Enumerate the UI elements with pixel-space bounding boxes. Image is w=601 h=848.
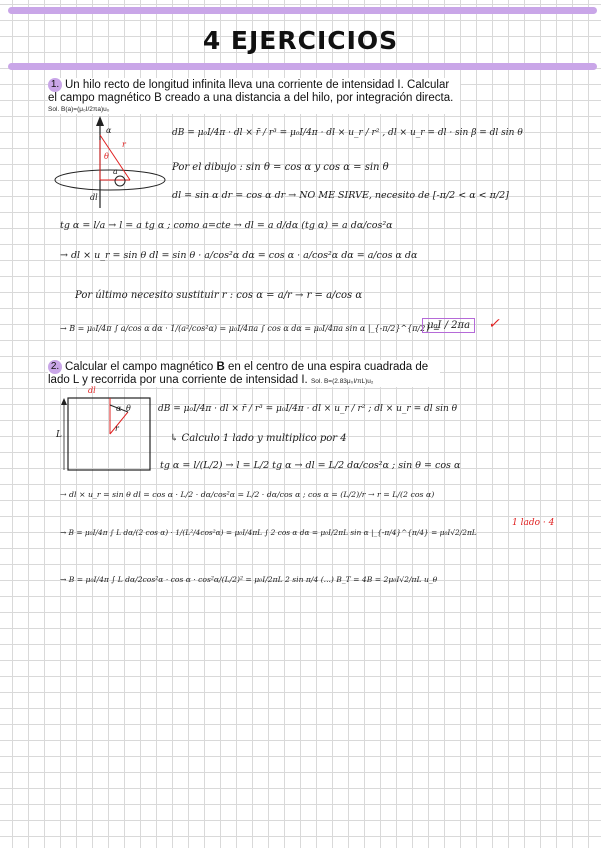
ex2-line-1: dB = μ₀I/4π · dl × r̄ / r³ = μ₀I/4π · dl × u_r / r² ; dl × u_r = dl sin θ [158, 404, 458, 414]
fig1-label-a: a [113, 167, 118, 176]
ex2-line-5: → B = μ₀I/4π ∫ L dα/(2 cos α) · 1/(L²/4cos²α) = μ₀I/4πL ∫ 2 cos α dα = μ₀I/2πL sin α |_{-π/4}^{π/4} = μ₀I√2/2πL [60, 528, 477, 537]
fig1-label-theta: θ [104, 152, 109, 161]
ex2-line-6: → B = μ₀I/4π ∫ L dα/2cos²α · cos α · cos²α/(L/2)² = μ₀I/2πL 2 sin π/4 (...) B_T = 4B = 2μ₀I√2/πL u_θ [60, 575, 438, 584]
ex2-line-3: tg α = l/(L/2) → l = L/2 tg α → dl = L/2 dα/cos²α ; sin θ = cos α [160, 460, 461, 471]
exercise-1-solution: Sol. B(a)=(μ₀I/2πa)u₀ [48, 106, 110, 114]
exercise-2-text-a: Calcular el campo magnético [65, 361, 217, 374]
ex1-line-5: → dl × u_r = sin θ dl = sin θ · a/cos²α dα = cos α · a/cos²α dα = a/cos α dα [60, 250, 418, 261]
ex1-result: μ₀I / 2πa [422, 318, 475, 333]
ex2-line-4: → dl × u_r = sin θ dl = cos α · L/2 · dα/cos²α = L/2 · dα/cos α ; cos α = (L/2)/r → r = L/(2 cos α) [60, 490, 435, 499]
exercise-2-text-b: B [216, 361, 225, 374]
fig1-label-r: r [122, 140, 126, 149]
exercise-2-text-c: en el centro de una espira cuadrada de lado L y recorrida por una corriente de intensidad I. [48, 361, 429, 387]
fig1-label-alpha: α [106, 126, 112, 135]
ex1-line-4: tg α = l/a → l = a tg α ; como a=cte → dl = a d/dα (tg α) = a dα/cos²α [60, 220, 393, 231]
exercise-1-number: 1. [48, 78, 62, 92]
exercise-1-text: Un hilo recto de longitud infinita lleva una corriente de intensidad I. Calcular el campo magnético B creado a una distancia a del hilo, por integración directa. [48, 79, 454, 105]
ex1-line-7: → B = μ₀I/4π ∫ a/cos α dα · 1/(a²/cos²α) = μ₀I/4πa ∫ cos α dα = μ₀I/4πa sin α |_{-π/2}^{π/2} = [60, 324, 440, 333]
fig2-label-r: r [115, 424, 119, 433]
exercise-2-number: 2. [48, 360, 62, 374]
ex1-line-6: Por último necesito sustituir r : cos α = a/r → r = a/cos α [75, 290, 363, 301]
fig2-label-L: L [56, 430, 62, 440]
ex1-line-2: Por el dibujo : sin θ = cos α y cos α = sin θ [172, 162, 389, 173]
fig1-label-dl: dl [90, 193, 98, 202]
exercise-2-solution: Sol. B=(2.83μ₀I/πL)u₂ [310, 378, 374, 386]
ex2-note: 1 lado · 4 [512, 518, 555, 528]
ex1-line-3: dl = sin α dr = cos α dr → NO ME SIRVE, necesito de [-π/2 < α < π/2] [172, 190, 509, 201]
ex2-line-2: ↳ Calculo 1 lado y multiplico por 4 [170, 433, 347, 444]
ex1-check-mark: ✓ [488, 316, 500, 332]
fig2-label-alpha: α [116, 404, 122, 413]
page-title: 4 EJERCICIOS [202, 26, 399, 55]
ex1-line-1: dB = μ₀I/4π · dl × r̄ / r³ = μ₀I/4π · dl × u_r / r² , dl × u_r = dl · sin β = dl sin θ [172, 128, 523, 138]
fig2-label-theta: θ [126, 404, 131, 413]
fig2-label-dl: dl [88, 386, 96, 395]
